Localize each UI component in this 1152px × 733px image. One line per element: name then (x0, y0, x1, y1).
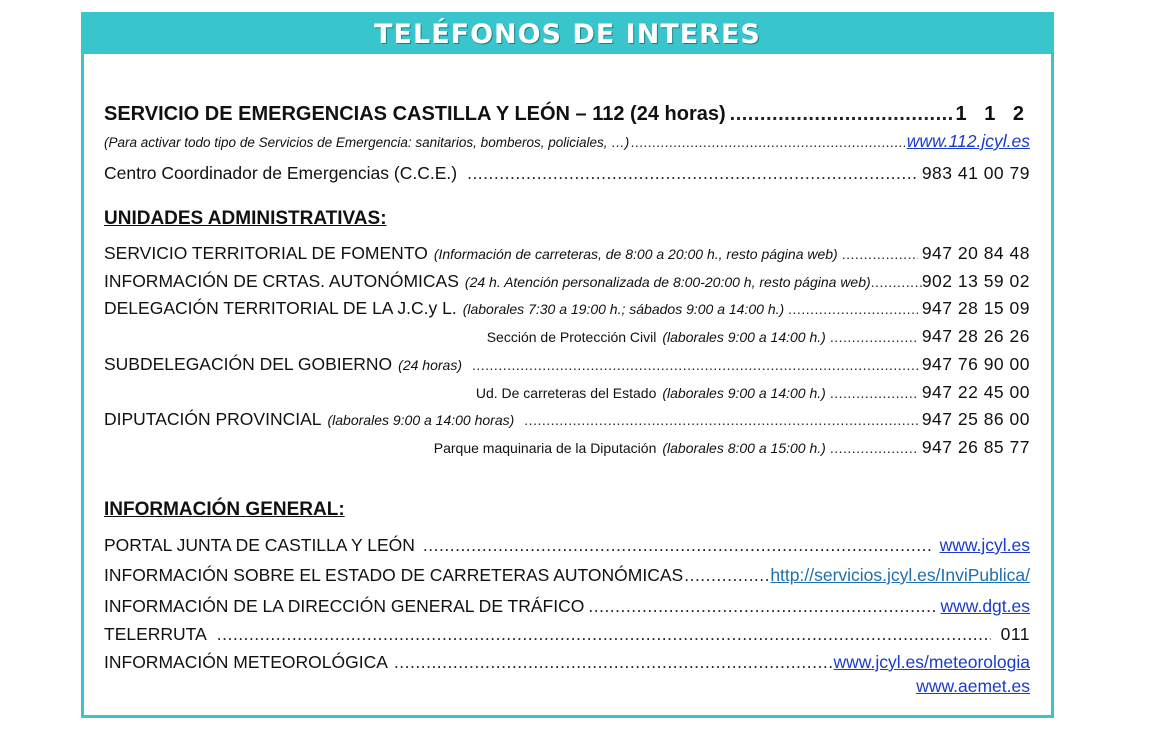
admin-heading: UNIDADES ADMINISTRATIVAS: (104, 208, 387, 229)
admin-label: INFORMACIÓN DE CRTAS. AUTONÓMICAS (104, 271, 459, 291)
admin-row (104, 409, 1030, 430)
admin-number: 947 26 85 77 (921, 437, 1030, 457)
emergency-row (104, 103, 1030, 126)
admin-note: (24 horas) (398, 357, 462, 373)
admin-number: 902 13 59 02 (921, 271, 1030, 291)
admin-note: (laborales 9:00 a 14:00 h.) (662, 329, 826, 345)
dot-leader (871, 274, 922, 290)
dot-leader (467, 163, 918, 184)
general-label: INFORMACIÓN DE LA DIRECCIÓN GENERAL DE TRÁFICO (104, 596, 585, 616)
emergency-note: (Para activar todo tipo de Servicios de Emergencia: sanitarios, bomberos, policiales, …) (104, 135, 630, 150)
admin-subrow (104, 437, 1030, 458)
admin-subrow (104, 326, 1030, 347)
aemet-link[interactable]: www.aemet.es (916, 676, 1030, 696)
admin-note: (laborales 9:00 a 14:00 h.) (662, 385, 826, 401)
admin-number: 947 76 90 00 (921, 354, 1030, 374)
general-label: INFORMACIÓN SOBRE EL ESTADO DE CARRETERAS AUTONÓMICAS (104, 565, 684, 585)
telerruta-number: 011 (1000, 624, 1030, 644)
admin-note: (laborales 8:00 a 15:00 h.) (662, 440, 826, 456)
dot-leader (472, 357, 918, 373)
admin-row (104, 298, 1030, 319)
carreteras-link[interactable]: http://servicios.jcyl.es/InviPublica/ (770, 565, 1030, 585)
admin-number: 947 28 15 09 (921, 298, 1030, 318)
dot-leader (788, 301, 918, 317)
emergency-url-link[interactable]: www.112.jcyl.es (906, 131, 1030, 151)
page-title: TELÉFONOS DE INTERES (374, 19, 761, 50)
admin-label: Ud. De carreteras del Estado (475, 385, 657, 401)
general-row (104, 535, 1030, 556)
general-label: TELERRUTA (104, 624, 207, 644)
cce-label: Centro Coordinador de Emergencias (C.C.E.) (104, 163, 458, 183)
general-label: PORTAL JUNTA DE CASTILLA Y LEÓN (104, 535, 415, 555)
dgt-link[interactable]: www.dgt.es (940, 596, 1030, 616)
admin-note: (laborales 9:00 a 14:00 horas) (327, 412, 515, 428)
general-heading: INFORMACIÓN GENERAL: (104, 499, 345, 520)
admin-label: DELEGACIÓN TERRITORIAL DE LA J.C.y L. (104, 298, 457, 318)
dot-leader (684, 565, 769, 586)
dot-leader (588, 596, 936, 617)
cce-row (104, 163, 1030, 184)
admin-subrow (104, 382, 1030, 403)
dot-leader (830, 440, 918, 456)
meteorologia-link[interactable]: www.jcyl.es/meteorologia (833, 652, 1030, 672)
admin-number: 947 20 84 48 (921, 243, 1030, 263)
cce-number: 983 41 00 79 (921, 163, 1030, 183)
emergency-note-row (104, 131, 1030, 152)
general-row (104, 565, 1030, 586)
admin-label: Sección de Protección Civil (486, 329, 657, 345)
emergency-number: 1 1 2 (955, 103, 1030, 125)
admin-number: 947 25 86 00 (921, 409, 1030, 429)
admin-label: SUBDELEGACIÓN DEL GOBIERNO (104, 354, 393, 374)
general-label: INFORMACIÓN METEOROLÓGICA (104, 652, 388, 672)
admin-label: SERVICIO TERRITORIAL DE FOMENTO (104, 243, 428, 263)
admin-label: Parque maquinaria de la Diputación (433, 440, 657, 456)
admin-note: (laborales 7:30 a 19:00 h.; sábados 9:00 a 14:00 h.) (462, 301, 785, 317)
jcyl-link[interactable]: www.jcyl.es (939, 535, 1030, 555)
admin-row (104, 243, 1030, 264)
dot-leader (524, 412, 918, 428)
emergency-title: SERVICIO DE EMERGENCIAS CASTILLA Y LEÓN – 112 (24 horas) (104, 103, 726, 125)
dot-leader (217, 624, 991, 645)
admin-number: 947 22 45 00 (921, 382, 1030, 402)
dot-leader (394, 652, 834, 673)
general-row (104, 596, 1030, 617)
dot-leader (631, 135, 905, 150)
admin-label: DIPUTACIÓN PROVINCIAL (104, 409, 322, 429)
dot-leader (830, 385, 918, 401)
dot-leader (423, 535, 932, 556)
dot-leader (842, 246, 918, 262)
admin-row (104, 354, 1030, 375)
admin-number: 947 28 26 26 (921, 326, 1030, 346)
general-row (104, 652, 1030, 673)
dot-leader (830, 329, 918, 345)
admin-note: (Información de carreteras, de 8:00 a 20:00 h., resto página web) (433, 246, 838, 262)
admin-note: (24 h. Atención personalizada de 8:00-20:00 h, resto página web) (464, 274, 871, 290)
admin-row (104, 271, 1030, 292)
dot-leader (730, 103, 952, 126)
general-row (104, 624, 1030, 645)
